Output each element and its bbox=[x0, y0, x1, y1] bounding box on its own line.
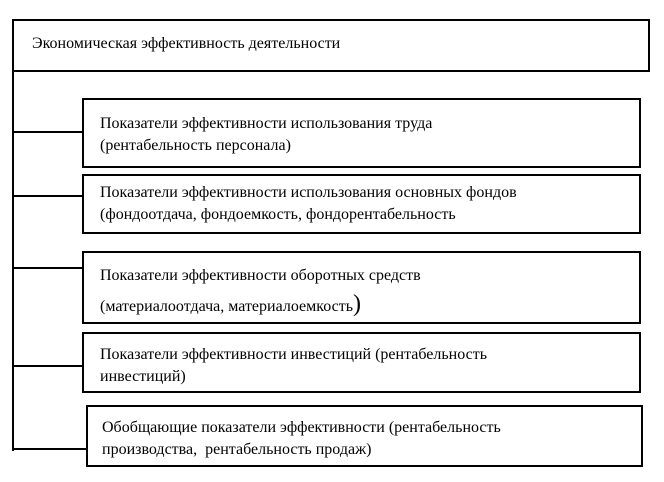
closing-paren: ) bbox=[353, 291, 361, 317]
box-line: Показатели эффективности инвестиций (рентабельность bbox=[100, 346, 488, 363]
box-line: Показатели эффективности оборотных средств bbox=[100, 267, 421, 284]
connector-2 bbox=[13, 195, 83, 197]
trunk-line bbox=[12, 71, 14, 451]
connector-4 bbox=[13, 365, 83, 367]
root-label: Экономическая эффективность деятельности bbox=[32, 35, 341, 52]
indicator-box-general bbox=[86, 405, 643, 467]
indicator-box-labor bbox=[82, 98, 641, 168]
indicator-box-working-capital bbox=[82, 251, 641, 324]
box-line: Показатели эффективности использования труда bbox=[100, 115, 433, 132]
box-line: производства, рентабельность продаж) bbox=[102, 441, 372, 458]
indicator-box-investments bbox=[82, 332, 641, 393]
box-line: Обобщающие показатели эффективности (рентабельность bbox=[102, 419, 501, 436]
box-line-text: (материалоотдача, материалоемкость bbox=[100, 298, 353, 315]
box-line: (рентабельность персонала) bbox=[100, 137, 291, 154]
box-line: инвестиций) bbox=[100, 368, 186, 385]
connector-1 bbox=[13, 131, 83, 133]
connector-5 bbox=[13, 448, 87, 450]
box-line bbox=[100, 290, 639, 321]
connector-3 bbox=[13, 267, 83, 269]
root-box bbox=[12, 19, 650, 72]
box-line: Показатели эффективности использования основных фондов bbox=[100, 184, 517, 201]
indicator-box-fixed-assets bbox=[82, 174, 641, 234]
box-line: (фондоотдача, фондоемкость, фондорентабельность bbox=[100, 206, 456, 223]
